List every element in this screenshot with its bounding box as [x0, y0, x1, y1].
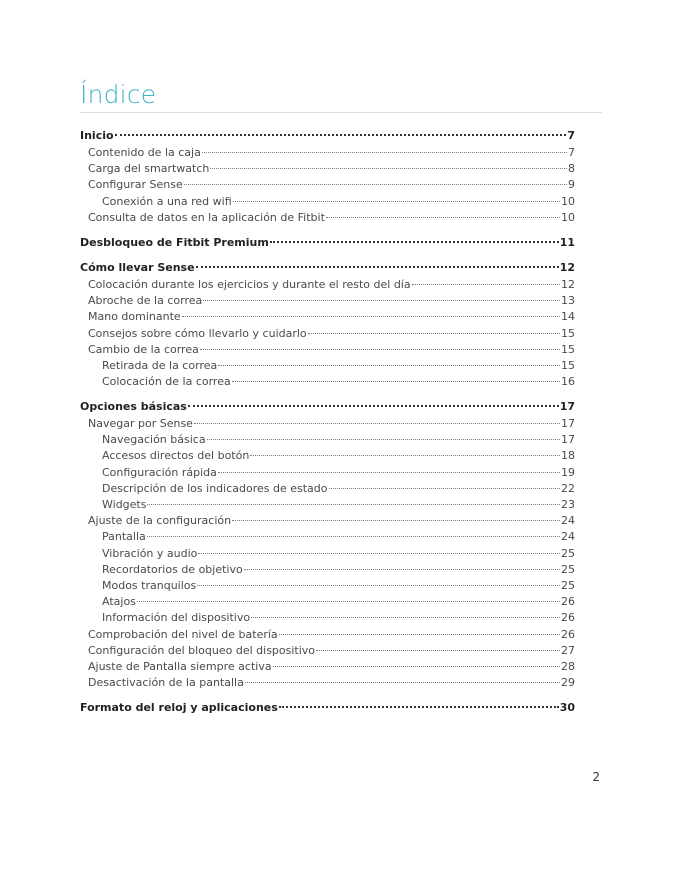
toc-entry[interactable]	[80, 293, 575, 309]
toc-entry-page: 9	[568, 178, 575, 192]
toc-section-entry[interactable]	[80, 259, 575, 277]
toc-section-entry[interactable]	[80, 234, 575, 252]
title-divider	[80, 112, 602, 113]
toc-dot-leader	[147, 536, 560, 537]
toc-entry-title: Ajuste de Pantalla siempre activa	[88, 659, 272, 673]
toc-entry[interactable]	[80, 481, 575, 497]
toc-entry-page: 15	[561, 326, 575, 340]
toc-entry-page: 24	[561, 514, 575, 528]
toc-entry-page: 10	[561, 210, 575, 224]
toc-entry-page: 30	[559, 700, 575, 714]
toc-dot-leader	[202, 152, 567, 153]
toc-entry[interactable]	[80, 309, 575, 325]
toc-entry[interactable]	[80, 643, 575, 659]
toc-entry-title: Desactivación de la pantalla	[88, 676, 244, 690]
toc-entry[interactable]	[80, 513, 575, 529]
toc-entry-page: 17	[561, 433, 575, 447]
toc-entry-title: Configuración del bloqueo del dispositivo	[88, 643, 316, 657]
toc-entry-page: 15	[561, 342, 575, 356]
toc-entry-page: 19	[561, 465, 575, 479]
toc-entry-page: 25	[561, 546, 575, 560]
toc-entry-title: Ajuste de la configuración	[88, 514, 232, 528]
toc-section-entry[interactable]	[80, 398, 575, 416]
toc-dot-leader	[232, 381, 560, 382]
toc-dot-leader	[196, 266, 559, 268]
toc-entry-title: Formato del reloj y aplicaciones	[80, 700, 278, 714]
toc-entry-title: Comprobación del nivel de batería	[88, 627, 278, 641]
toc-entry-title: Información del dispositivo	[102, 611, 251, 625]
toc-entry[interactable]	[80, 374, 575, 390]
toc-entry-page: 29	[561, 676, 575, 690]
toc-entry-title: Widgets	[102, 497, 147, 511]
toc-dot-leader	[198, 553, 560, 554]
toc-entry-title: Retirada de la correa	[102, 359, 218, 373]
toc-entry[interactable]	[80, 627, 575, 643]
toc-entry-title: Mano dominante	[88, 310, 181, 324]
toc-entry-page: 25	[561, 562, 575, 576]
toc-dot-leader	[245, 682, 560, 683]
toc-entry-title: Configuración rápida	[102, 465, 217, 479]
toc-entry[interactable]	[80, 578, 575, 594]
toc-entry-page: 11	[559, 235, 575, 249]
toc-entry[interactable]	[80, 546, 575, 562]
toc-section-entry[interactable]	[80, 127, 575, 145]
toc-entry-page: 7	[567, 129, 575, 142]
toc-dot-leader	[147, 504, 560, 505]
toc-entry-title: Conexión a una red wifi	[102, 194, 232, 208]
toc-entry-page: 8	[568, 162, 575, 176]
toc-entry-title: Descripción de los indicadores de estado	[102, 481, 328, 495]
toc-entry-title: Accesos directos del botón	[102, 449, 250, 463]
toc-dot-leader	[250, 455, 560, 456]
toc-dot-leader	[316, 650, 560, 651]
toc-entry-title: Opciones básicas	[80, 399, 187, 413]
toc-dot-leader	[188, 405, 559, 407]
toc-entry-title: Carga del smartwatch	[88, 162, 210, 176]
toc-entry-page: 12	[559, 261, 575, 275]
toc-dot-leader	[273, 666, 560, 667]
toc-entry[interactable]	[80, 342, 575, 358]
toc-entry[interactable]	[80, 448, 575, 464]
toc-entry-page: 15	[561, 359, 575, 373]
toc-entry[interactable]	[80, 529, 575, 545]
toc-dot-leader	[115, 134, 567, 136]
toc-entry-title: Cambio de la correa	[88, 342, 199, 356]
toc-dot-leader	[279, 706, 559, 708]
toc-entry-title: Recordatorios de objetivo	[102, 562, 243, 576]
toc-entry-page: 22	[561, 481, 575, 495]
toc-entry-page: 17	[561, 416, 575, 430]
toc-dot-leader	[412, 284, 560, 285]
toc-entry[interactable]	[80, 562, 575, 578]
toc-entry-title: Configurar Sense	[88, 178, 183, 192]
toc-dot-leader	[308, 333, 560, 334]
toc-entry-page: 25	[561, 578, 575, 592]
toc-entry-page: 26	[561, 627, 575, 641]
toc-entry-title: Cómo llevar Sense	[80, 261, 195, 275]
toc-entry-title: Consejos sobre cómo llevarlo y cuidarlo	[88, 326, 307, 340]
toc-entry-title: Navegación básica	[102, 433, 206, 447]
toc-dot-leader	[218, 472, 560, 473]
toc-section-entry[interactable]	[80, 699, 575, 717]
toc-entry-page: 10	[561, 194, 575, 208]
toc-entry-page: 16	[561, 375, 575, 389]
page-number: 2	[592, 770, 600, 784]
toc-entry-page: 17	[559, 399, 575, 413]
toc-dot-leader	[251, 617, 560, 618]
toc-entry-page: 14	[561, 310, 575, 324]
toc-entry[interactable]	[80, 177, 575, 193]
toc-entry[interactable]	[80, 610, 575, 626]
toc-entry-title: Desbloqueo de Fitbit Premium	[80, 235, 269, 249]
toc-dot-leader	[244, 569, 560, 570]
toc-entry[interactable]	[80, 416, 575, 432]
toc-entry-title: Colocación de la correa	[102, 375, 231, 389]
toc-dot-leader	[218, 365, 560, 366]
toc-dot-leader	[197, 585, 560, 586]
toc-entry[interactable]	[80, 210, 575, 226]
toc-entry[interactable]	[80, 675, 575, 691]
toc-dot-leader	[207, 439, 560, 440]
toc-dot-leader	[184, 184, 567, 185]
toc-entry-title: Contenido de la caja	[88, 146, 201, 159]
toc-entry[interactable]	[80, 432, 575, 448]
toc-entry-page: 7	[568, 146, 575, 159]
table-of-contents	[80, 127, 575, 717]
toc-entry-title: Vibración y audio	[102, 546, 198, 560]
toc-dot-leader	[137, 601, 560, 602]
toc-entry-page: 28	[561, 659, 575, 673]
toc-entry[interactable]	[80, 326, 575, 342]
toc-dot-leader	[329, 488, 561, 489]
toc-entry-page: 13	[561, 294, 575, 308]
toc-dot-leader	[182, 316, 560, 317]
toc-dot-leader	[210, 168, 567, 169]
toc-dot-leader	[232, 520, 560, 521]
toc-entry-page: 12	[561, 278, 575, 292]
toc-entry[interactable]	[80, 659, 575, 675]
page-title: Índice	[80, 80, 157, 109]
toc-entry[interactable]	[80, 497, 575, 513]
toc-entry[interactable]	[80, 594, 575, 610]
toc-entry-page: 18	[561, 449, 575, 463]
toc-entry-title: Atajos	[102, 595, 136, 609]
toc-entry-page: 26	[561, 595, 575, 609]
toc-entry[interactable]	[80, 145, 575, 161]
toc-entry-title: Inicio	[80, 129, 114, 142]
toc-entry-page: 27	[561, 643, 575, 657]
toc-entry-page: 23	[561, 497, 575, 511]
toc-entry-title: Pantalla	[102, 530, 146, 544]
toc-dot-leader	[233, 201, 560, 202]
toc-entry-title: Colocación durante los ejercicios y durante el resto del día	[88, 278, 411, 292]
toc-dot-leader	[194, 423, 560, 424]
toc-dot-leader	[270, 241, 559, 243]
toc-entry[interactable]	[80, 358, 575, 374]
toc-entry[interactable]	[80, 465, 575, 481]
toc-entry-title: Abroche de la correa	[88, 294, 203, 308]
toc-entry-page: 26	[561, 611, 575, 625]
toc-entry[interactable]	[80, 194, 575, 210]
toc-entry-title: Modos tranquilos	[102, 578, 197, 592]
toc-dot-leader	[279, 634, 560, 635]
toc-entry[interactable]	[80, 161, 575, 177]
toc-entry-title: Navegar por Sense	[88, 416, 193, 430]
toc-dot-leader	[200, 349, 560, 350]
toc-entry-title: Consulta de datos en la aplicación de Fitbit	[88, 210, 325, 224]
toc-entry-page: 24	[561, 530, 575, 544]
toc-entry[interactable]	[80, 277, 575, 293]
toc-dot-leader	[203, 300, 560, 301]
toc-dot-leader	[326, 217, 560, 218]
